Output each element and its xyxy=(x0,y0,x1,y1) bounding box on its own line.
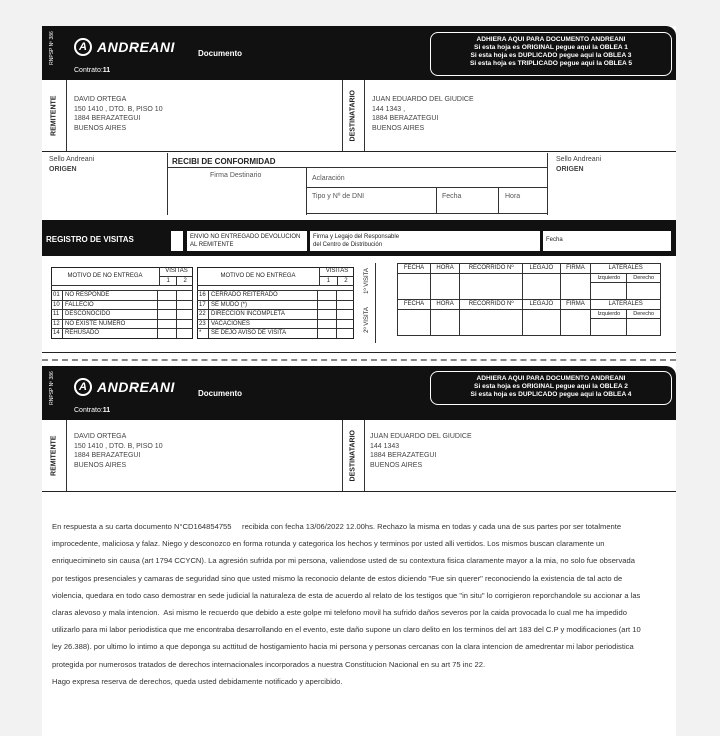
letter-body xyxy=(52,518,647,690)
contrato-label: Contrato: xyxy=(74,67,103,74)
adhiera-line: Si esta hoja es TRIPLICADO pegue aqui la OBLEA 5 xyxy=(469,60,633,67)
visitas-fecha-label: Fecha xyxy=(546,237,563,243)
address-line: BUENOS AIRES xyxy=(372,124,425,132)
adhiera-line: Si esta hoja es ORIGINAL pegue aqui la OBLEA 2 xyxy=(474,383,628,390)
motivos-visitas-area xyxy=(42,256,676,353)
motivo-check[interactable] xyxy=(176,291,193,301)
motivo-check[interactable] xyxy=(176,300,193,310)
brand-name: ANDREANI xyxy=(97,39,175,55)
cut-line xyxy=(42,359,676,361)
registro-visitas-title: REGISTRO DE VISITAS xyxy=(46,235,134,244)
col-fecha: FECHA xyxy=(398,300,431,310)
recibi-title: RECIBI DE CONFORMIDAD xyxy=(172,157,276,166)
doc-type: Documento xyxy=(198,389,242,398)
address-line: 1884 BERAZATEGUI xyxy=(372,115,439,122)
firma-destinario: Firma Destinario xyxy=(210,172,262,179)
address-line: 150 1410 , DTO. B, PISO 10 xyxy=(74,442,163,450)
col-izquierdo: Izquierdo xyxy=(591,273,627,283)
visita-cell[interactable] xyxy=(560,309,591,336)
col-laterales: LATERALES xyxy=(591,264,661,274)
letter-paragraph: En respuesta a su carta documento N°CD164854755 recibida con fecha 13/06/2022 12.00hs. Rechazo la misma en todas y cada una de sus partes por ser totalmente improcedente, maliciosa y falaz. Niego y desconozco en forma rotunda y categorica los hechos y terminos por usted alli vertidos. Los mismos buscan claramente un enriquecimineto sin causa (art 1794 CCYCN). La agresión sufrida por mi persona, valiendose usted de su contextura fisica claramente mayor a la mia, no solo fue observada por testigos presenciales y camaras de seguridad sino que usted mismo la reconocio delante de estos diciendo "Fue sin querer" reconociendo la existencia de tal acto de violencia, quedara en todo caso demostrar en sede judicial la naturaleza de esta de acuerdo al relato de los testigos que "in situ" lo corrigieron reporchandole su accionar a las claras alevoso y mala intencion. Asi mismo le recuerdo que debido a este golpe mi telefono movil ha sufrido daños severos por la caida provocada lo cual me ha impedido utilizarlo para mi labor periodistica que me encontraba desarrollando en el evento, este daño supone un claro delito en los terminos del art 183 del C.P y modificaciones (art 10 ley 26.388). por ultimo lo intimo a que deponga su acttitud de hostigamiento hacia mi persona y personas cercanas con la clara intencion de amedrentar mi labor periodistica protegida por numerosos tratados de derechos internacionales incorporados a nuestra Constitucion Nacional en su art 75 inc 22. xyxy=(52,522,643,669)
motivos-right-table xyxy=(197,267,354,339)
motivo-header: MOTIVO DE NO ENTREGA xyxy=(197,267,320,286)
motivo-text: REHUSADO xyxy=(63,329,158,338)
address-block-1 xyxy=(42,80,676,152)
visita-cell[interactable] xyxy=(460,273,523,300)
doc-type: Documento xyxy=(198,49,242,58)
address-line: 1884 BERAZATEGUI xyxy=(74,115,141,122)
firma-legajo-line: del Centro de Distribución xyxy=(313,242,383,248)
envio-line: AL REMITENTE xyxy=(190,242,234,248)
visita-cell[interactable] xyxy=(460,309,523,336)
remitente-label: REMITENTE xyxy=(50,435,58,476)
motivos-left-table xyxy=(51,267,193,339)
andreani-logo xyxy=(74,38,175,56)
visita-cell[interactable] xyxy=(431,309,460,336)
motivo-check[interactable] xyxy=(337,310,354,320)
address-line: BUENOS AIRES xyxy=(74,461,127,469)
andreani-a-icon: A xyxy=(74,378,92,396)
motivo-text: DIRECCION INCOMPLETA xyxy=(209,310,318,320)
header-bar-1 xyxy=(42,26,676,80)
motivo-check[interactable] xyxy=(158,300,177,310)
andreani-a-icon: A xyxy=(74,38,92,56)
col-laterales: LATERALES xyxy=(591,300,661,310)
adhiera-box-2 xyxy=(430,371,672,405)
adhiera-line: Si esta hoja es DUPLICADO pegue aqui la OBLEA 4 xyxy=(470,391,632,398)
motivo-check[interactable] xyxy=(337,291,354,301)
firma-legajo-responsable xyxy=(310,231,540,251)
motivo-check[interactable] xyxy=(318,300,337,310)
visita-cell[interactable] xyxy=(591,319,627,336)
registro-visitas-bar xyxy=(42,220,676,256)
address-line: JUAN EDUARDO DEL GIUDICE xyxy=(370,433,472,440)
visita-1-label: 1º VISITA xyxy=(364,268,370,294)
visita-1-col: 1 xyxy=(320,276,338,286)
visita-cell[interactable] xyxy=(627,283,661,300)
rnpsp-label: RNPSP Nº 386 xyxy=(49,31,55,65)
sello-origen-right xyxy=(556,155,601,174)
motivo-code: 14 xyxy=(51,329,63,338)
adhiera-line: ADHIERA AQUI PARA DOCUMENTO ANDREANI xyxy=(476,36,626,43)
address-line: BUENOS AIRES xyxy=(74,124,127,132)
sello-label: Sello Andreani xyxy=(49,156,95,163)
brand-name: ANDREANI xyxy=(97,379,175,395)
motivo-row xyxy=(51,319,193,329)
address-line: 144 1343 , xyxy=(372,105,406,113)
motivo-code: 11 xyxy=(51,310,63,320)
envio-no-entregado xyxy=(187,231,307,251)
address-line: DAVID ORTEGA xyxy=(74,433,127,440)
contrato-value: 11 xyxy=(102,67,111,74)
visita-2-col: 2 xyxy=(337,276,354,286)
motivo-code: 23 xyxy=(197,319,209,329)
motivo-code: 17 xyxy=(197,300,209,310)
adhiera-line: Si esta hoja es DUPLICADO pegue aqui la OBLEA 3 xyxy=(470,52,632,59)
sello-label: Sello Andreani xyxy=(556,156,602,163)
letter-closing: Hago expresa reserva de derechos, queda usted debidamente notificado y apercibido. xyxy=(52,676,343,686)
contrato-label: Contrato: xyxy=(74,407,103,414)
address-line: JUAN EDUARDO DEL GIUDICE xyxy=(372,96,474,103)
destinatario-address xyxy=(370,432,472,470)
motivo-row xyxy=(197,319,354,329)
col-hora: HORA xyxy=(431,300,460,310)
motivo-code: * xyxy=(197,329,209,338)
rnpsp-label: RNPSP Nº 386 xyxy=(49,371,55,405)
visita-cell[interactable] xyxy=(523,273,560,300)
sello-origen: ORIGEN xyxy=(49,165,77,173)
motivo-check[interactable] xyxy=(337,329,354,338)
remitente-label: REMITENTE xyxy=(50,95,58,136)
address-line: 1884 BERAZATEGUI xyxy=(370,452,437,459)
motivo-check[interactable] xyxy=(176,319,193,329)
motivo-row xyxy=(197,310,354,320)
col-hora: HORA xyxy=(431,264,460,274)
motivo-row xyxy=(197,291,354,301)
col-legajo: LEGAJO xyxy=(523,264,560,274)
col-recorrido: RECORRIDO Nº xyxy=(460,300,523,310)
motivo-text: FALLECIO xyxy=(63,300,158,310)
motivo-text: CERRADO REITERADO xyxy=(209,291,318,301)
col-derecho: Derecho xyxy=(627,273,661,283)
motivo-header: MOTIVO DE NO ENTREGA xyxy=(51,267,160,286)
motivo-code: 12 xyxy=(51,319,63,329)
motivo-text: NO EXISTE NUMERO xyxy=(63,319,158,329)
motivo-row xyxy=(51,329,193,338)
envio-line: ENVIO NO ENTREGADO DEVOLUCION xyxy=(190,234,301,240)
col-firma: FIRMA xyxy=(560,300,591,310)
firma-legajo-line: Firma y Legajo del Responsable xyxy=(313,234,400,240)
motivo-row xyxy=(51,310,193,320)
motivo-text: DESCONOCIDO xyxy=(63,310,158,320)
motivo-check[interactable] xyxy=(337,319,354,329)
remitente-address xyxy=(74,95,163,133)
motivo-check[interactable] xyxy=(318,319,337,329)
motivo-row xyxy=(51,291,193,301)
address-line: BUENOS AIRES xyxy=(370,461,423,469)
conformidad-block xyxy=(42,151,676,215)
motivo-check[interactable] xyxy=(318,291,337,301)
header-bar-2 xyxy=(42,366,676,420)
visitas-header: VISITAS xyxy=(160,267,194,276)
visitas-fecha-box xyxy=(543,231,671,251)
aclaracion-label: Aclaración xyxy=(312,175,345,182)
motivo-text: SE MUDO (*) xyxy=(209,300,318,310)
motivo-code: 16 xyxy=(197,291,209,301)
address-line: 150 1410 , DTO. B, PISO 10 xyxy=(74,105,163,113)
adhiera-box-1 xyxy=(430,32,672,76)
visita-2-label: 2º VISITA xyxy=(364,307,370,333)
visita-cell[interactable] xyxy=(398,309,431,336)
motivo-check[interactable] xyxy=(318,310,337,320)
motivo-check[interactable] xyxy=(158,319,177,329)
motivo-code: 01 xyxy=(51,291,63,301)
visitas-header: VISITAS xyxy=(320,267,355,276)
hora-label: Hora xyxy=(505,193,521,200)
visita-cell[interactable] xyxy=(591,283,627,300)
motivo-code: 22 xyxy=(197,310,209,320)
motivo-check[interactable] xyxy=(158,310,177,320)
envio-checkbox[interactable] xyxy=(171,231,183,251)
visita-cell[interactable] xyxy=(523,309,560,336)
motivo-check[interactable] xyxy=(158,291,177,301)
contrato xyxy=(74,406,110,416)
col-legajo: LEGAJO xyxy=(523,300,560,310)
destinatario-label: DESTINATARIO xyxy=(349,430,357,482)
visita-2-col: 2 xyxy=(177,276,193,286)
address-line: 1884 BERAZATEGUI xyxy=(74,452,141,459)
motivo-check[interactable] xyxy=(337,300,354,310)
col-fecha: FECHA xyxy=(398,264,431,274)
motivo-check[interactable] xyxy=(318,329,337,338)
address-line: DAVID ORTEGA xyxy=(74,96,127,103)
tipo-dni-label: Tipo y Nº de DNI xyxy=(312,193,365,200)
motivo-check[interactable] xyxy=(176,329,193,338)
col-derecho: Derecho xyxy=(627,309,661,319)
adhiera-line: Si esta hoja es ORIGINAL pegue aqui la OBLEA 1 xyxy=(474,44,628,51)
contrato-value: 11 xyxy=(102,407,111,414)
visita-cell[interactable] xyxy=(431,273,460,300)
visita-cell[interactable] xyxy=(627,319,661,336)
destinatario-address xyxy=(372,95,474,133)
visita-cell[interactable] xyxy=(398,273,431,300)
andreani-logo xyxy=(74,378,175,396)
motivo-text: VACACIONES xyxy=(209,319,318,329)
motivo-row xyxy=(197,300,354,310)
motivo-code: 10 xyxy=(51,300,63,310)
motivo-row xyxy=(197,329,354,338)
contrato xyxy=(74,66,110,76)
address-line: 144 1343 xyxy=(370,442,400,450)
visita-cell[interactable] xyxy=(560,273,591,300)
col-firma: FIRMA xyxy=(560,264,591,274)
motivo-check[interactable] xyxy=(176,310,193,320)
remitente-address xyxy=(74,432,163,470)
visita-grid xyxy=(361,263,673,349)
col-izquierdo: Izquierdo xyxy=(591,309,627,319)
motivo-row xyxy=(51,300,193,310)
sello-origen: ORIGEN xyxy=(556,165,584,173)
adhiera-line: ADHIERA AQUI PARA DOCUMENTO ANDREANI xyxy=(476,375,626,382)
fecha-label: Fecha xyxy=(442,193,462,200)
col-recorrido: RECORRIDO Nº xyxy=(460,264,523,274)
visita-1-col: 1 xyxy=(160,276,177,286)
motivo-check[interactable] xyxy=(158,329,177,338)
address-block-2 xyxy=(42,420,676,492)
motivo-text: SE DEJO AVISO DE VISITA xyxy=(209,329,318,338)
sello-origen-left xyxy=(49,155,94,174)
motivo-text: NO RESPONDE xyxy=(63,291,158,301)
destinatario-label: DESTINATARIO xyxy=(349,90,357,142)
